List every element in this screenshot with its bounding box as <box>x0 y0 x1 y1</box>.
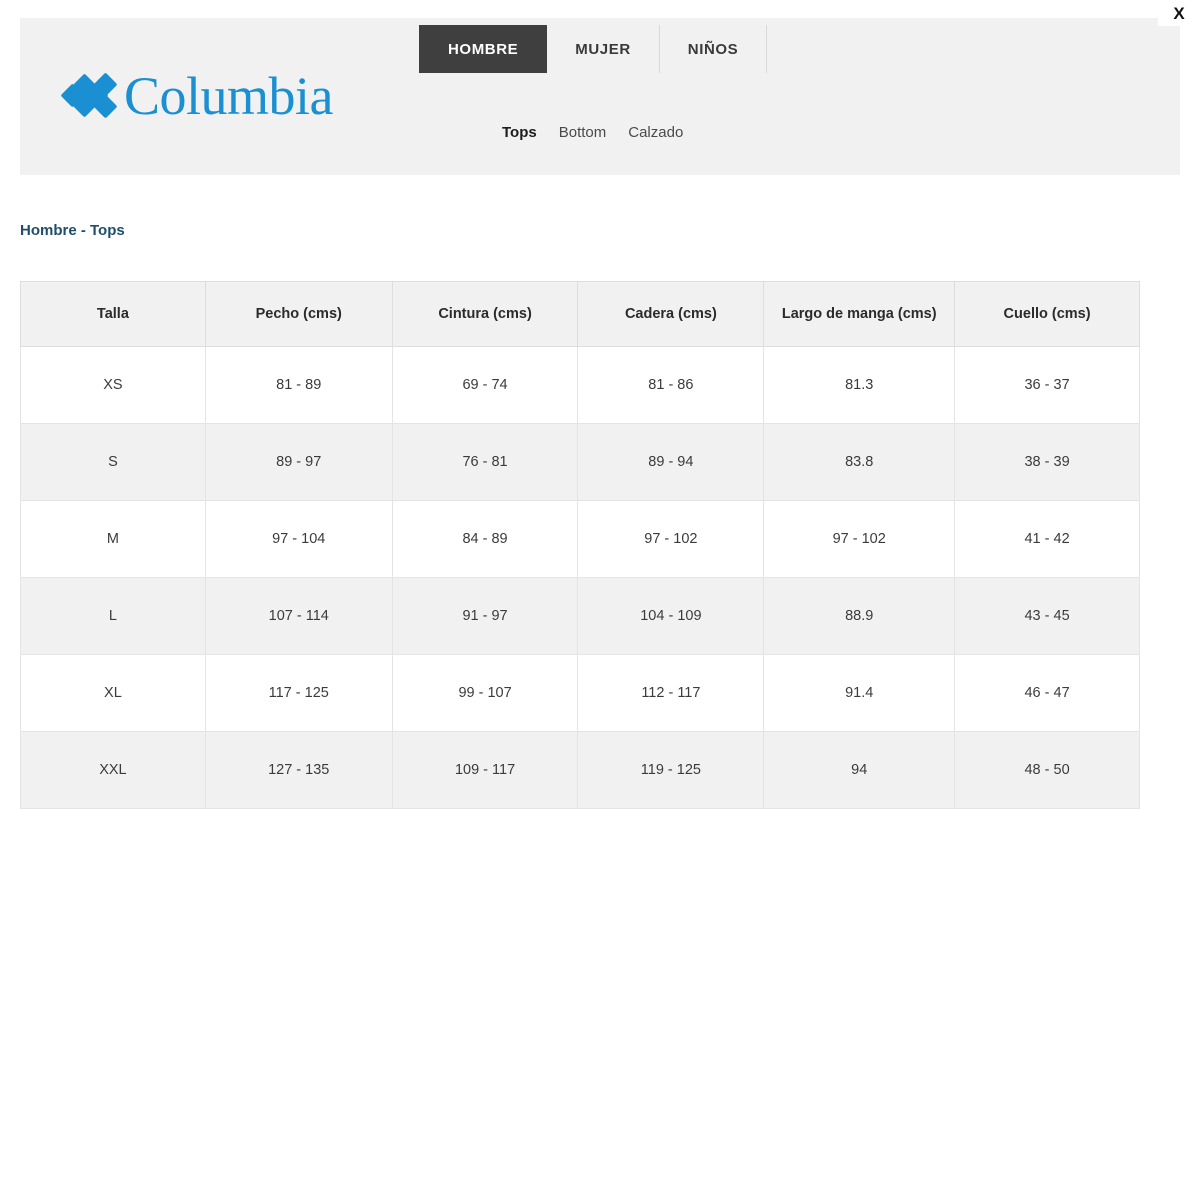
column-header-cuello: Cuello (cms) <box>955 282 1140 347</box>
table-row <box>21 655 1140 732</box>
cell-largo-manga: 97 - 102 <box>764 501 955 578</box>
columbia-logo[interactable] <box>64 66 333 126</box>
logo-wordmark: Columbia <box>124 66 333 126</box>
tab-mujer[interactable]: MUJER <box>547 25 660 73</box>
column-header-cintura: Cintura (cms) <box>392 282 578 347</box>
tab-ninos[interactable]: NIÑOS <box>660 25 768 73</box>
table-row <box>21 347 1140 424</box>
cell-cuello: 41 - 42 <box>955 501 1140 578</box>
column-header-cadera: Cadera (cms) <box>578 282 764 347</box>
cell-size: S <box>21 424 206 501</box>
cell-largo-manga: 91.4 <box>764 655 955 732</box>
cell-cadera: 97 - 102 <box>578 501 764 578</box>
table-row <box>21 501 1140 578</box>
cell-cintura: 69 - 74 <box>392 347 578 424</box>
gender-tabs <box>419 25 767 73</box>
cell-cadera: 104 - 109 <box>578 578 764 655</box>
cell-size: M <box>21 501 206 578</box>
cell-pecho: 107 - 114 <box>205 578 392 655</box>
size-chart-container <box>20 281 1140 809</box>
cell-cuello: 48 - 50 <box>955 732 1140 809</box>
cell-pecho: 97 - 104 <box>205 501 392 578</box>
cell-largo-manga: 94 <box>764 732 955 809</box>
table-row <box>21 424 1140 501</box>
cell-pecho: 117 - 125 <box>205 655 392 732</box>
cell-cintura: 76 - 81 <box>392 424 578 501</box>
cell-pecho: 89 - 97 <box>205 424 392 501</box>
size-chart-table <box>20 281 1140 809</box>
column-header-pecho: Pecho (cms) <box>205 282 392 347</box>
cell-largo-manga: 83.8 <box>764 424 955 501</box>
cell-cuello: 43 - 45 <box>955 578 1140 655</box>
table-row <box>21 578 1140 655</box>
page-title: Hombre - Tops <box>20 222 125 239</box>
cell-cintura: 109 - 117 <box>392 732 578 809</box>
site-header <box>20 18 1180 175</box>
cell-cintura: 84 - 89 <box>392 501 578 578</box>
columbia-diamond-icon <box>64 74 116 118</box>
cell-pecho: 127 - 135 <box>205 732 392 809</box>
cell-size: XL <box>21 655 206 732</box>
cell-size: XXL <box>21 732 206 809</box>
cell-cadera: 112 - 117 <box>578 655 764 732</box>
cell-cadera: 119 - 125 <box>578 732 764 809</box>
cell-cintura: 91 - 97 <box>392 578 578 655</box>
cell-largo-manga: 88.9 <box>764 578 955 655</box>
category-tops[interactable]: Tops <box>502 124 537 141</box>
cell-cintura: 99 - 107 <box>392 655 578 732</box>
close-button[interactable] <box>1158 0 1200 26</box>
tab-hombre[interactable]: HOMBRE <box>419 25 547 73</box>
cell-largo-manga: 81.3 <box>764 347 955 424</box>
category-calzado[interactable]: Calzado <box>628 124 684 141</box>
table-header-row <box>21 282 1140 347</box>
cell-pecho: 81 - 89 <box>205 347 392 424</box>
cell-cadera: 81 - 86 <box>578 347 764 424</box>
cell-cuello: 38 - 39 <box>955 424 1140 501</box>
category-nav <box>502 124 683 141</box>
column-header-largo-manga: Largo de manga (cms) <box>764 282 955 347</box>
cell-cadera: 89 - 94 <box>578 424 764 501</box>
cell-size: L <box>21 578 206 655</box>
cell-cuello: 46 - 47 <box>955 655 1140 732</box>
column-header-talla: Talla <box>21 282 206 347</box>
table-row <box>21 732 1140 809</box>
cell-size: XS <box>21 347 206 424</box>
category-bottom[interactable]: Bottom <box>558 124 607 141</box>
close-icon[interactable]: X <box>1173 3 1185 23</box>
cell-cuello: 36 - 37 <box>955 347 1140 424</box>
